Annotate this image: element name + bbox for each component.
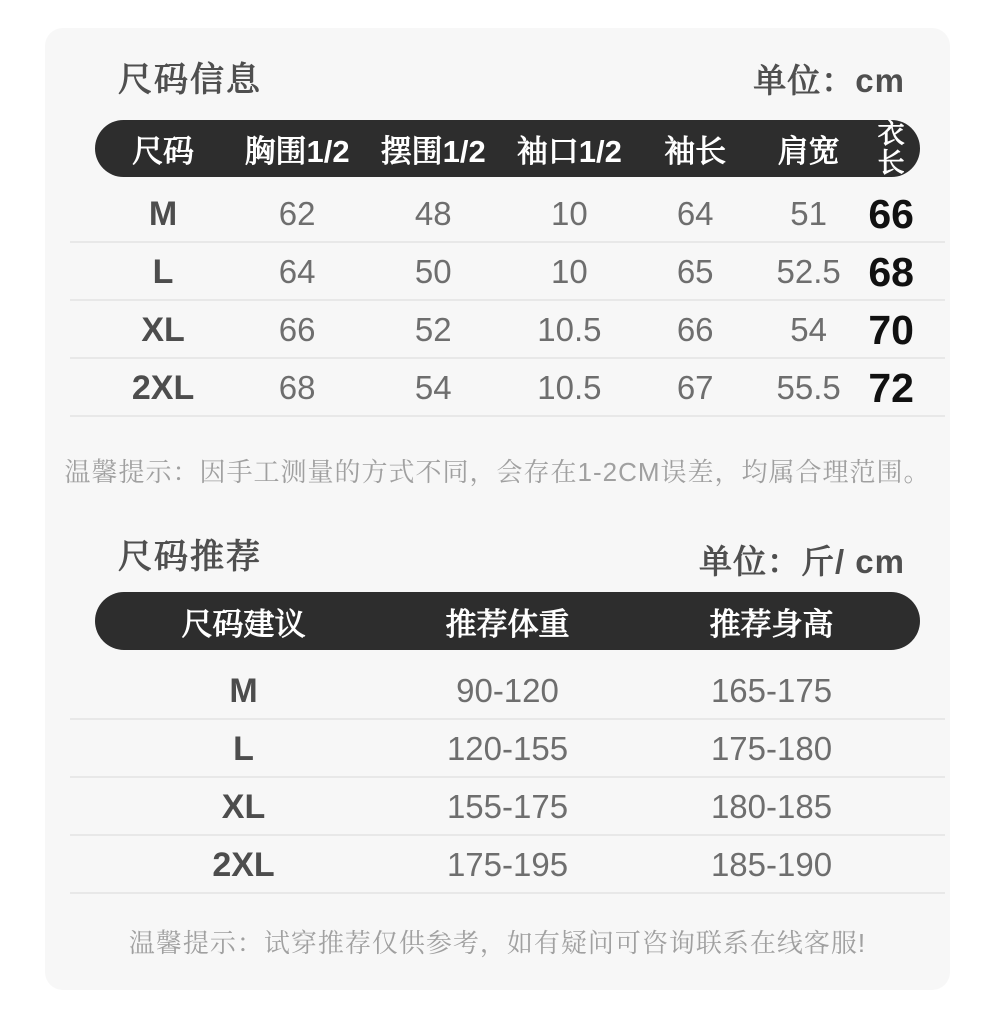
cell-cuff: 10: [551, 253, 588, 290]
table-row: [95, 836, 920, 894]
header-cell-cuff: 袖口1/2: [516, 134, 622, 169]
cell-shoulder: 55.5: [776, 369, 841, 406]
cell-length: 70: [868, 306, 914, 353]
table-row: [95, 243, 920, 301]
cell-size: M: [148, 194, 178, 233]
cell-size: 2XL: [212, 845, 275, 884]
cell-shoulder: 52.5: [776, 253, 841, 290]
cell-shoulder: 54: [790, 311, 827, 348]
cell-height: 165-175: [710, 672, 833, 709]
cell-size: M: [229, 671, 258, 710]
size-recommend-header-row: [95, 592, 920, 650]
cell-length: 66: [868, 190, 914, 237]
cell-hem: 54: [414, 369, 452, 406]
table-row: [95, 301, 920, 359]
cell-weight: 120-155: [446, 730, 569, 767]
cell-chest: 66: [278, 311, 316, 348]
vertical-length-label: 衣长: [877, 119, 905, 178]
header-cell-sleeve: 袖长: [664, 134, 727, 169]
cell-cuff: 10.5: [537, 311, 602, 348]
table-row: [95, 778, 920, 836]
cell-length: 72: [868, 364, 914, 411]
size-info-title: 尺码信息: [118, 61, 262, 99]
size-recommend-note: 温馨提示：试穿推荐仅供参考，如有疑问可咨询联系在线客服!: [128, 928, 867, 958]
header-cell-chest: 胸围1/2: [244, 134, 350, 169]
size-chart-card: [45, 28, 950, 990]
size-recommend-unit: 单位：斤/ cm: [698, 543, 905, 580]
header-cell-hem: 摆围1/2: [380, 134, 486, 169]
cell-hem: 48: [414, 195, 452, 232]
cell-size: 2XL: [131, 368, 195, 407]
header-cell-size: 尺码: [132, 134, 195, 169]
cell-weight: 90-120: [456, 672, 559, 709]
size-info-unit: 单位：cm: [753, 62, 905, 99]
cell-size: L: [233, 729, 254, 768]
header-cell-length: [862, 120, 920, 177]
cell-height: 180-185: [710, 788, 833, 825]
cell-sleeve: 66: [676, 311, 714, 348]
cell-height: 175-180: [710, 730, 833, 767]
cell-size: XL: [141, 310, 185, 349]
table-row: [95, 359, 920, 417]
header-cell-height: 推荐身高: [709, 606, 834, 642]
size-info-note: 温馨提示：因手工测量的方式不同，会存在1-2CM误差，均属合理范围。: [64, 457, 931, 487]
table-row: [95, 720, 920, 778]
cell-chest: 62: [278, 195, 316, 232]
cell-cuff: 10.5: [537, 369, 602, 406]
cell-cuff: 10: [551, 195, 588, 232]
size-info-header-row: [95, 120, 920, 177]
cell-shoulder: 51: [790, 195, 827, 232]
cell-hem: 50: [414, 253, 452, 290]
size-info-table-body: [95, 185, 920, 417]
cell-chest: 64: [278, 253, 316, 290]
cell-weight: 155-175: [446, 788, 569, 825]
header-cell-weight: 推荐体重: [445, 606, 570, 642]
cell-hem: 52: [414, 311, 452, 348]
table-row: [95, 662, 920, 720]
size-recommend-title: 尺码推荐: [118, 538, 262, 576]
cell-size: XL: [221, 787, 266, 826]
cell-sleeve: 67: [676, 369, 714, 406]
cell-height: 185-190: [710, 846, 833, 883]
table-row: [95, 185, 920, 243]
cell-sleeve: 64: [676, 195, 714, 232]
header-cell-shoulder: 肩宽: [777, 134, 840, 169]
cell-length: 68: [868, 248, 914, 295]
cell-size: L: [152, 252, 174, 291]
cell-chest: 68: [278, 369, 316, 406]
header-cell-size-suggestion: 尺码建议: [181, 606, 306, 642]
cell-weight: 175-195: [446, 846, 569, 883]
size-recommend-table-body: [95, 662, 920, 894]
cell-sleeve: 65: [676, 253, 714, 290]
